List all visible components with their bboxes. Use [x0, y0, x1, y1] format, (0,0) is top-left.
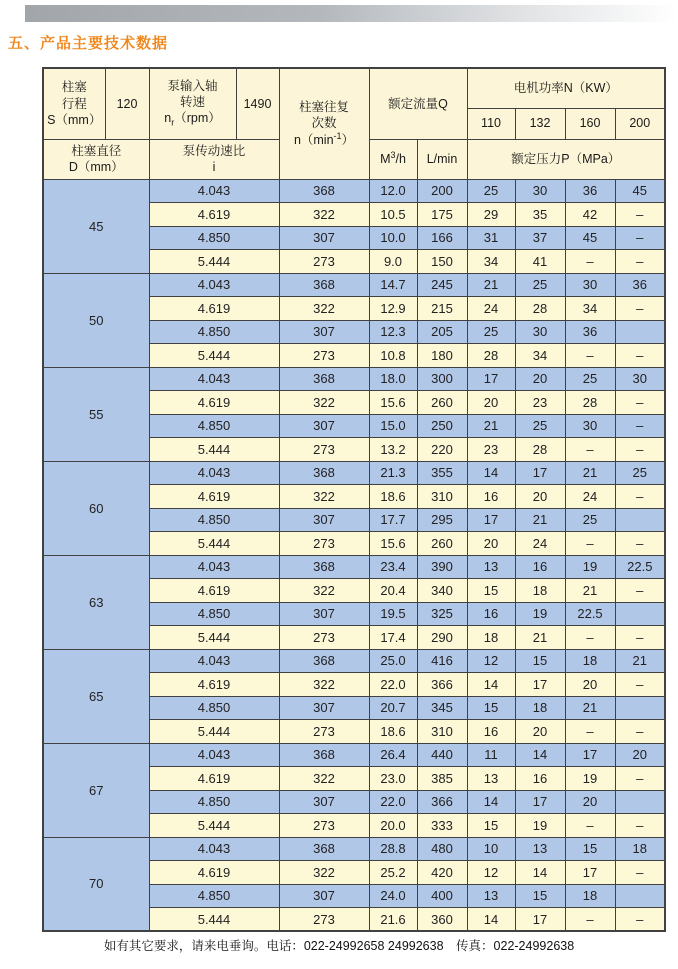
- data-cell: 307: [279, 790, 369, 814]
- data-cell: 4.850: [149, 226, 279, 250]
- data-cell: 5.444: [149, 438, 279, 462]
- data-cell: 416: [417, 649, 467, 673]
- data-cell: 17: [565, 743, 615, 767]
- data-cell: 4.619: [149, 297, 279, 321]
- data-cell: [615, 790, 665, 814]
- data-cell: 273: [279, 532, 369, 556]
- data-cell: 4.619: [149, 579, 279, 603]
- data-cell: 5.444: [149, 908, 279, 932]
- data-cell: 273: [279, 250, 369, 274]
- table-row: [43, 461, 665, 485]
- power-col-200: 200: [615, 108, 665, 139]
- data-cell: 15.0: [369, 414, 417, 438]
- data-cell: 260: [417, 391, 467, 415]
- table-row: [43, 555, 665, 579]
- diameter-group-cell: 63: [43, 555, 149, 649]
- data-cell: 368: [279, 273, 369, 297]
- data-cell: 307: [279, 226, 369, 250]
- data-cell: 368: [279, 555, 369, 579]
- data-cell: 366: [417, 673, 467, 697]
- data-cell: 14: [467, 673, 515, 697]
- data-cell: 4.043: [149, 179, 279, 203]
- data-cell: 15.6: [369, 391, 417, 415]
- piston-stroke-label: 柱塞 行程 S（mm）: [43, 68, 105, 139]
- data-cell: 21.3: [369, 461, 417, 485]
- data-cell: –: [615, 814, 665, 838]
- data-cell: 14: [515, 743, 565, 767]
- data-cell: 4.850: [149, 696, 279, 720]
- data-cell: 10.8: [369, 344, 417, 368]
- data-cell: 322: [279, 579, 369, 603]
- data-cell: 36: [565, 179, 615, 203]
- data-cell: 16: [467, 602, 515, 626]
- data-cell: 13.2: [369, 438, 417, 462]
- data-cell: 23: [515, 391, 565, 415]
- data-cell: 215: [417, 297, 467, 321]
- data-cell: 17: [467, 367, 515, 391]
- data-cell: 310: [417, 485, 467, 509]
- data-cell: 368: [279, 461, 369, 485]
- data-cell: 322: [279, 297, 369, 321]
- diameter-group-cell: 55: [43, 367, 149, 461]
- data-cell: –: [615, 203, 665, 227]
- data-cell: 25: [515, 273, 565, 297]
- data-cell: 18: [515, 696, 565, 720]
- data-cell: 345: [417, 696, 467, 720]
- data-cell: 20: [515, 720, 565, 744]
- data-cell: 30: [565, 414, 615, 438]
- data-cell: –: [615, 438, 665, 462]
- data-cell: 20.0: [369, 814, 417, 838]
- data-cell: 20: [615, 743, 665, 767]
- data-cell: 180: [417, 344, 467, 368]
- data-cell: 21: [515, 626, 565, 650]
- top-gradient-bar: [25, 5, 678, 22]
- data-cell: 368: [279, 179, 369, 203]
- data-cell: 4.619: [149, 485, 279, 509]
- data-cell: 34: [565, 297, 615, 321]
- data-cell: 245: [417, 273, 467, 297]
- data-cell: 340: [417, 579, 467, 603]
- data-cell: 440: [417, 743, 467, 767]
- data-cell: 322: [279, 767, 369, 791]
- data-cell: 30: [515, 179, 565, 203]
- data-cell: 21: [515, 508, 565, 532]
- table-row: [43, 273, 665, 297]
- rated-pressure-label: 额定压力P（MPa）: [467, 139, 665, 179]
- data-cell: 368: [279, 367, 369, 391]
- table-row: [43, 837, 665, 861]
- data-cell: 36: [565, 320, 615, 344]
- data-cell: [615, 602, 665, 626]
- data-cell: 360: [417, 908, 467, 932]
- data-cell: 333: [417, 814, 467, 838]
- data-cell: 10.5: [369, 203, 417, 227]
- rated-flow-label: 额定流量Q: [369, 68, 467, 139]
- data-cell: 200: [417, 179, 467, 203]
- piston-stroke-value: 120: [105, 68, 149, 139]
- data-cell: 5.444: [149, 532, 279, 556]
- data-cell: 25: [467, 320, 515, 344]
- data-cell: 21: [467, 414, 515, 438]
- data-cell: –: [615, 485, 665, 509]
- footer-contact-note: 如有其它要求，请来电垂询。电话：022-24992658 24992638 传真：022-24992638: [103, 939, 575, 953]
- data-cell: 23.4: [369, 555, 417, 579]
- data-cell: 307: [279, 696, 369, 720]
- data-cell: 400: [417, 884, 467, 908]
- data-cell: 13: [467, 884, 515, 908]
- data-cell: 18.6: [369, 720, 417, 744]
- data-cell: 4.619: [149, 203, 279, 227]
- data-cell: 307: [279, 602, 369, 626]
- data-cell: 4.043: [149, 555, 279, 579]
- piston-diameter-label: 柱塞直径 D（mm）: [43, 139, 149, 179]
- data-cell: 23.0: [369, 767, 417, 791]
- data-cell: 24: [565, 485, 615, 509]
- data-cell: 21: [467, 273, 515, 297]
- data-cell: 15: [515, 884, 565, 908]
- data-cell: 5.444: [149, 814, 279, 838]
- diameter-group-cell: 67: [43, 743, 149, 837]
- data-cell: 28: [467, 344, 515, 368]
- data-cell: 45: [615, 179, 665, 203]
- data-cell: 273: [279, 626, 369, 650]
- data-cell: 260: [417, 532, 467, 556]
- data-cell: 26.4: [369, 743, 417, 767]
- data-cell: –: [565, 626, 615, 650]
- data-cell: 390: [417, 555, 467, 579]
- data-cell: –: [565, 908, 615, 932]
- data-cell: 5.444: [149, 626, 279, 650]
- data-cell: 10.0: [369, 226, 417, 250]
- data-cell: 18.6: [369, 485, 417, 509]
- diameter-group-cell: 45: [43, 179, 149, 273]
- table-row: [43, 743, 665, 767]
- data-cell: 307: [279, 508, 369, 532]
- data-cell: 20: [565, 790, 615, 814]
- data-cell: 322: [279, 203, 369, 227]
- data-cell: [615, 508, 665, 532]
- data-cell: –: [565, 532, 615, 556]
- data-cell: 322: [279, 485, 369, 509]
- data-cell: 310: [417, 720, 467, 744]
- diameter-group-cell: 65: [43, 649, 149, 743]
- data-cell: 37: [515, 226, 565, 250]
- data-cell: 17: [467, 508, 515, 532]
- data-cell: 19.5: [369, 602, 417, 626]
- data-cell: 4.043: [149, 743, 279, 767]
- data-cell: 13: [467, 555, 515, 579]
- data-cell: 175: [417, 203, 467, 227]
- data-cell: 18: [467, 626, 515, 650]
- input-shaft-speed-label: 泵输入轴 转速 $n_r(rpm)$: [149, 68, 236, 139]
- data-cell: 35: [515, 203, 565, 227]
- data-cell: 4.850: [149, 414, 279, 438]
- data-cell: 18: [615, 837, 665, 861]
- data-cell: 16: [467, 485, 515, 509]
- data-cell: 16: [467, 720, 515, 744]
- data-cell: 20: [515, 485, 565, 509]
- data-cell: 205: [417, 320, 467, 344]
- reciprocation-count-label: 柱塞往复 次数 $n(\min^{-1})$: [279, 68, 369, 179]
- data-cell: 12: [467, 649, 515, 673]
- page-title: 五、产品主要技术数据: [8, 35, 169, 52]
- data-cell: 22.0: [369, 673, 417, 697]
- data-cell: 21.6: [369, 908, 417, 932]
- data-cell: 17.7: [369, 508, 417, 532]
- data-cell: 295: [417, 508, 467, 532]
- data-cell: 4.850: [149, 508, 279, 532]
- data-cell: 29: [467, 203, 515, 227]
- data-cell: 24.0: [369, 884, 417, 908]
- data-cell: –: [615, 673, 665, 697]
- data-cell: 273: [279, 438, 369, 462]
- data-cell: 4.619: [149, 767, 279, 791]
- data-cell: [615, 884, 665, 908]
- data-cell: 21: [565, 696, 615, 720]
- data-cell: –: [615, 226, 665, 250]
- data-cell: 368: [279, 649, 369, 673]
- data-cell: 5.444: [149, 250, 279, 274]
- data-cell: 19: [565, 767, 615, 791]
- data-cell: 17: [515, 908, 565, 932]
- data-cell: –: [615, 532, 665, 556]
- data-cell: 322: [279, 673, 369, 697]
- table-row: [43, 649, 665, 673]
- data-cell: 21: [565, 579, 615, 603]
- data-cell: 25.0: [369, 649, 417, 673]
- data-cell: 14.7: [369, 273, 417, 297]
- table-body: [43, 179, 665, 931]
- diameter-group-cell: 60: [43, 461, 149, 555]
- data-cell: 11: [467, 743, 515, 767]
- data-cell: 366: [417, 790, 467, 814]
- data-cell: –: [615, 908, 665, 932]
- data-cell: –: [615, 391, 665, 415]
- data-cell: 368: [279, 743, 369, 767]
- data-cell: 4.043: [149, 461, 279, 485]
- data-cell: 19: [515, 602, 565, 626]
- data-cell: 4.850: [149, 320, 279, 344]
- data-cell: 15: [467, 579, 515, 603]
- data-cell: 25.2: [369, 861, 417, 885]
- data-cell: 385: [417, 767, 467, 791]
- data-cell: 45: [565, 226, 615, 250]
- data-cell: 24: [515, 532, 565, 556]
- technical-data-table: [42, 67, 666, 932]
- data-cell: 4.619: [149, 673, 279, 697]
- data-cell: 14: [515, 861, 565, 885]
- data-cell: 273: [279, 814, 369, 838]
- data-cell: 4.043: [149, 837, 279, 861]
- data-cell: 13: [515, 837, 565, 861]
- data-cell: [615, 320, 665, 344]
- data-cell: 25: [565, 508, 615, 532]
- data-cell: 307: [279, 414, 369, 438]
- flow-m3h-label: $M^3/h$: [369, 139, 417, 179]
- data-cell: 150: [417, 250, 467, 274]
- data-cell: 14: [467, 461, 515, 485]
- data-cell: 28: [515, 438, 565, 462]
- data-cell: 15: [467, 696, 515, 720]
- data-cell: 307: [279, 884, 369, 908]
- motor-power-label: 电机功率N（KW）: [467, 68, 665, 108]
- data-cell: 4.850: [149, 790, 279, 814]
- data-cell: 14: [467, 790, 515, 814]
- data-cell: 25: [467, 179, 515, 203]
- data-cell: 14: [467, 908, 515, 932]
- data-cell: 273: [279, 344, 369, 368]
- data-cell: 24: [467, 297, 515, 321]
- data-cell: 15: [515, 649, 565, 673]
- data-cell: 20: [467, 532, 515, 556]
- data-cell: 322: [279, 861, 369, 885]
- data-cell: 18: [515, 579, 565, 603]
- data-cell: 30: [515, 320, 565, 344]
- data-cell: 290: [417, 626, 467, 650]
- data-cell: 10: [467, 837, 515, 861]
- data-cell: –: [565, 814, 615, 838]
- data-cell: –: [615, 767, 665, 791]
- data-cell: –: [615, 861, 665, 885]
- drive-ratio-label: 泵传动速比 i: [149, 139, 279, 179]
- data-cell: 20: [565, 673, 615, 697]
- data-cell: 4.043: [149, 367, 279, 391]
- data-cell: [615, 696, 665, 720]
- data-cell: 22.5: [615, 555, 665, 579]
- data-cell: 307: [279, 320, 369, 344]
- data-cell: 19: [565, 555, 615, 579]
- data-cell: 25: [515, 414, 565, 438]
- data-cell: 20: [515, 367, 565, 391]
- data-cell: –: [615, 626, 665, 650]
- data-cell: –: [615, 250, 665, 274]
- data-cell: 4.850: [149, 884, 279, 908]
- data-cell: –: [615, 344, 665, 368]
- header-row-1: [43, 68, 665, 108]
- data-cell: 4.043: [149, 273, 279, 297]
- data-cell: 300: [417, 367, 467, 391]
- data-cell: 42: [565, 203, 615, 227]
- data-cell: 18: [565, 649, 615, 673]
- data-cell: 21: [565, 461, 615, 485]
- table-header: [43, 68, 665, 179]
- data-cell: 21: [615, 649, 665, 673]
- data-cell: –: [565, 250, 615, 274]
- data-cell: 9.0: [369, 250, 417, 274]
- data-cell: 17: [515, 673, 565, 697]
- data-cell: 355: [417, 461, 467, 485]
- data-cell: 15: [565, 837, 615, 861]
- data-cell: 420: [417, 861, 467, 885]
- table-row: [43, 367, 665, 391]
- data-cell: 15: [467, 814, 515, 838]
- data-cell: 16: [515, 767, 565, 791]
- data-cell: 273: [279, 720, 369, 744]
- data-cell: 17: [515, 790, 565, 814]
- data-cell: 17.4: [369, 626, 417, 650]
- table-row: [43, 179, 665, 203]
- diameter-group-cell: 50: [43, 273, 149, 367]
- data-cell: 4.850: [149, 602, 279, 626]
- data-cell: 12.3: [369, 320, 417, 344]
- data-cell: 16: [515, 555, 565, 579]
- data-cell: 34: [515, 344, 565, 368]
- data-cell: –: [615, 579, 665, 603]
- data-cell: 22.5: [565, 602, 615, 626]
- data-cell: 166: [417, 226, 467, 250]
- data-cell: 36: [615, 273, 665, 297]
- data-cell: 17: [515, 461, 565, 485]
- power-col-110: 110: [467, 108, 515, 139]
- data-cell: 480: [417, 837, 467, 861]
- data-cell: 25: [615, 461, 665, 485]
- data-cell: 23: [467, 438, 515, 462]
- data-cell: 20.4: [369, 579, 417, 603]
- data-cell: 41: [515, 250, 565, 274]
- data-cell: 12.9: [369, 297, 417, 321]
- data-cell: 18.0: [369, 367, 417, 391]
- data-cell: –: [565, 344, 615, 368]
- data-cell: 325: [417, 602, 467, 626]
- data-cell: 28: [515, 297, 565, 321]
- data-cell: –: [615, 720, 665, 744]
- data-cell: 22.0: [369, 790, 417, 814]
- data-cell: 12.0: [369, 179, 417, 203]
- data-cell: –: [615, 297, 665, 321]
- data-cell: 13: [467, 767, 515, 791]
- data-cell: 17: [565, 861, 615, 885]
- input-shaft-speed-value: 1490: [236, 68, 279, 139]
- data-cell: 18: [565, 884, 615, 908]
- diameter-group-cell: 70: [43, 837, 149, 931]
- data-cell: 220: [417, 438, 467, 462]
- data-cell: 28: [565, 391, 615, 415]
- data-cell: 30: [565, 273, 615, 297]
- data-cell: 28.8: [369, 837, 417, 861]
- data-cell: 20: [467, 391, 515, 415]
- data-cell: 273: [279, 908, 369, 932]
- data-cell: 5.444: [149, 344, 279, 368]
- data-cell: 250: [417, 414, 467, 438]
- data-cell: 15.6: [369, 532, 417, 556]
- data-cell: 4.619: [149, 861, 279, 885]
- data-cell: 20.7: [369, 696, 417, 720]
- data-cell: 19: [515, 814, 565, 838]
- power-col-132: 132: [515, 108, 565, 139]
- data-cell: 31: [467, 226, 515, 250]
- data-cell: 12: [467, 861, 515, 885]
- power-col-160: 160: [565, 108, 615, 139]
- data-cell: 25: [565, 367, 615, 391]
- data-cell: 5.444: [149, 720, 279, 744]
- data-cell: –: [565, 438, 615, 462]
- data-cell: –: [565, 720, 615, 744]
- data-cell: –: [615, 414, 665, 438]
- data-cell: 34: [467, 250, 515, 274]
- data-cell: 30: [615, 367, 665, 391]
- data-cell: 4.619: [149, 391, 279, 415]
- data-cell: 368: [279, 837, 369, 861]
- data-cell: 322: [279, 391, 369, 415]
- flow-lmin-label: L/min: [417, 139, 467, 179]
- data-cell: 4.043: [149, 649, 279, 673]
